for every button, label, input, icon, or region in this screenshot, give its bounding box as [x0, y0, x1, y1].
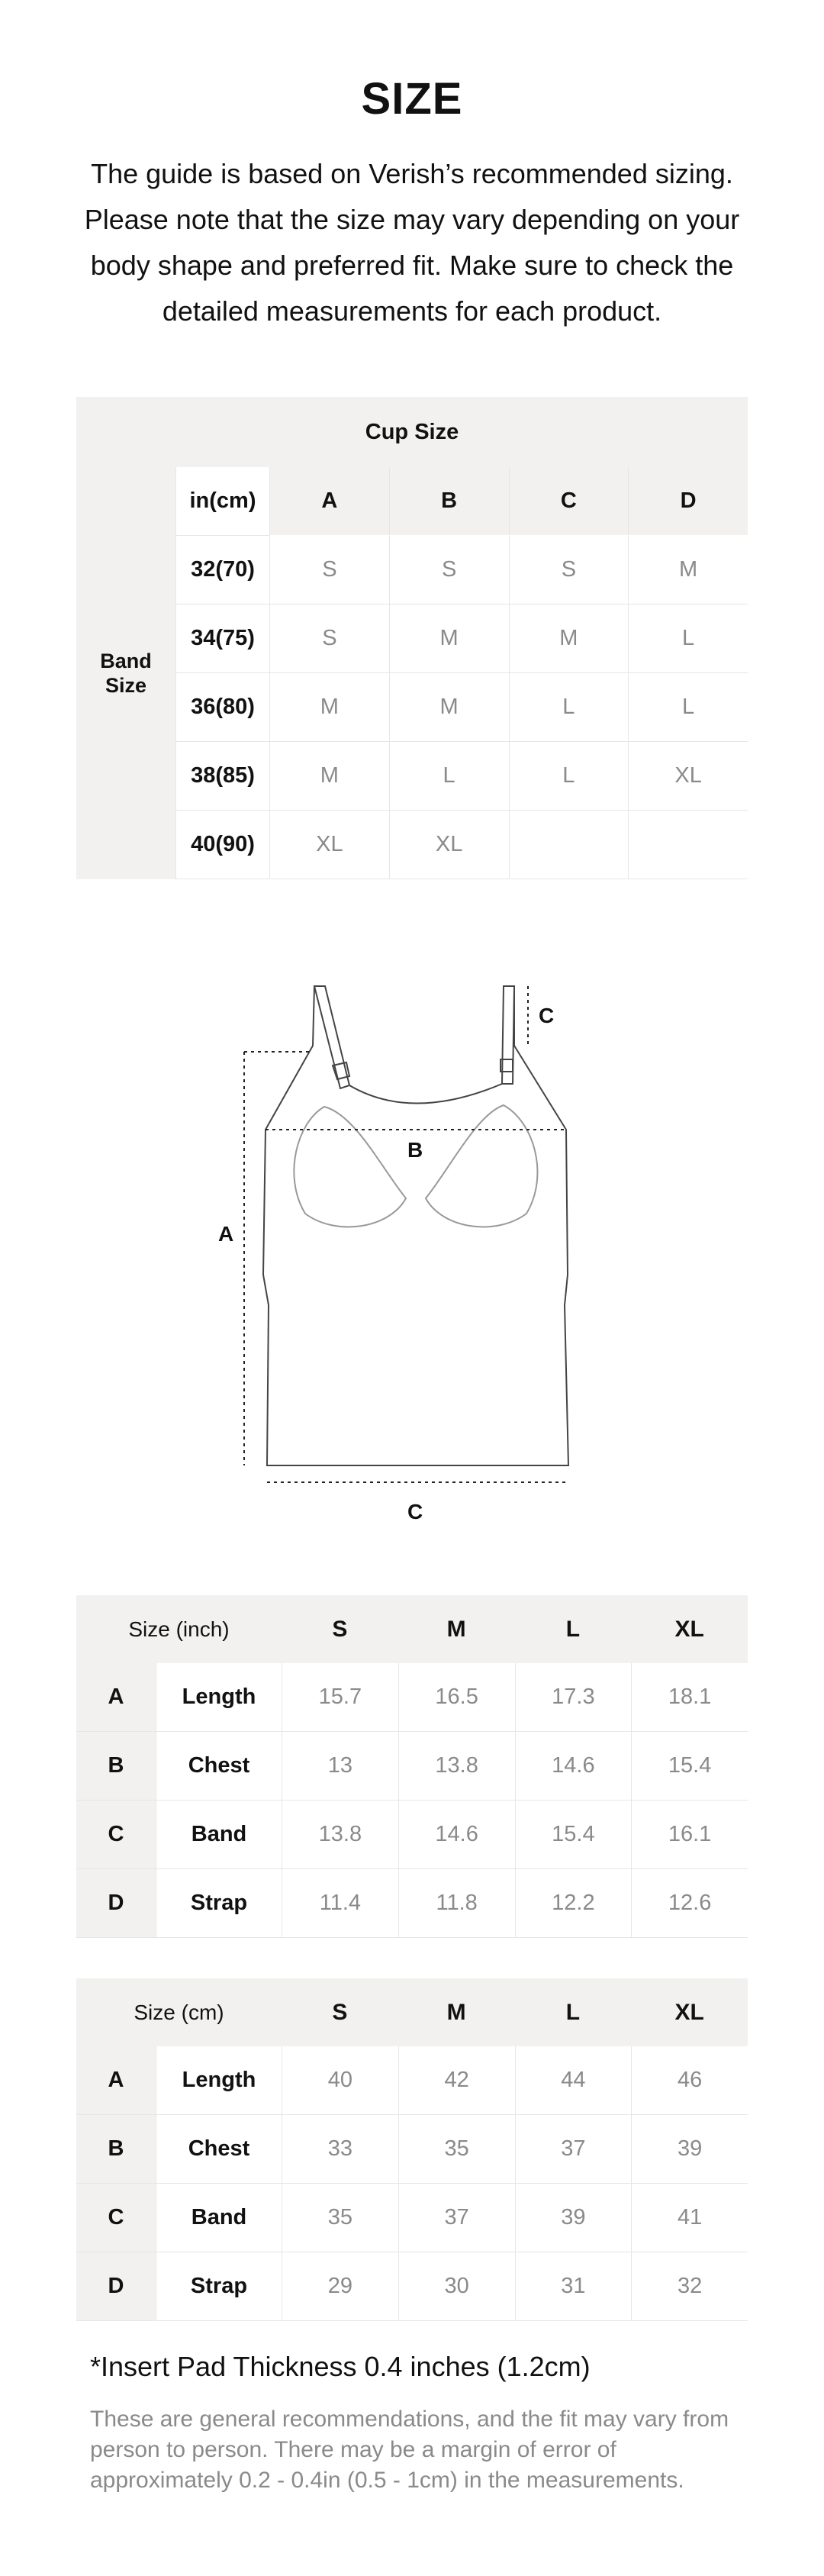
row-label: Chest: [156, 2115, 282, 2183]
left-cup-outline: [294, 1107, 406, 1227]
left-strap-slider: [333, 1062, 349, 1079]
value-cell: 18.1: [668, 1685, 712, 1709]
row-letter: A: [76, 2046, 156, 2114]
value-cell: 42: [399, 2046, 516, 2114]
value-cell: 17.3: [516, 1663, 632, 1731]
size-cell: M: [269, 742, 389, 811]
size-header: L: [565, 1616, 581, 1642]
left-strap: [314, 986, 349, 1088]
value-cell: 12.2: [516, 1869, 632, 1937]
cup-header-a: A: [269, 467, 389, 536]
value-cell: 31: [516, 2252, 632, 2320]
value-cell: 35: [399, 2115, 516, 2183]
value-cell: 14.6: [516, 1732, 632, 1800]
value-cell: 37: [516, 2115, 632, 2183]
band-row-label: 34(75): [175, 605, 269, 673]
size-cell: S: [269, 605, 389, 673]
value-cell: 13.8: [282, 1801, 399, 1868]
table-row: [76, 2115, 748, 2184]
row-letter: D: [76, 2252, 156, 2320]
value-cell: 13: [282, 1732, 399, 1800]
value-cell: 35: [282, 2184, 399, 2252]
size-cell: L: [509, 673, 629, 742]
size-cell: S: [389, 536, 509, 605]
size-cell: [628, 811, 748, 879]
cup-header-d: D: [628, 467, 748, 536]
cup-size-grid: [175, 467, 748, 879]
size-header: S: [332, 1999, 348, 2025]
value-cell: 12.6: [668, 1891, 712, 1915]
value-cell: 13.8: [399, 1732, 516, 1800]
value-cell: 44: [516, 2046, 632, 2114]
row-label: Strap: [156, 1869, 282, 1937]
page-title: SIZE: [361, 74, 463, 124]
garment-diagram: [183, 969, 641, 1542]
size-cell: S: [269, 536, 389, 605]
row-letter: B: [76, 2115, 156, 2183]
row-letter: B: [76, 1732, 156, 1800]
value-cell: 37: [399, 2184, 516, 2252]
pad-thickness-note: *Insert Pad Thickness 0.4 inches (1.2cm): [90, 2351, 591, 2382]
label-c-strap: C: [539, 1004, 555, 1027]
value-cell: 14.6: [399, 1801, 516, 1868]
row-letter: C: [76, 2184, 156, 2252]
inch-measurement-table: [76, 1595, 748, 1938]
table-row: [76, 2252, 748, 2321]
size-cell: XL: [269, 811, 389, 879]
value-cell: 32: [677, 2274, 703, 2298]
cup-size-header: Cup Size: [76, 397, 748, 467]
value-cell: 11.8: [399, 1869, 516, 1937]
row-label: Band: [156, 2184, 282, 2252]
measure-a-line: [244, 1052, 311, 1465]
garment-body: [263, 986, 568, 1465]
size-header: XL: [674, 1616, 704, 1642]
size-cell: M: [628, 536, 748, 605]
value-cell: 16.1: [668, 1822, 712, 1846]
row-label: Length: [156, 1663, 282, 1731]
cup-header-b: B: [389, 467, 509, 536]
size-cell: S: [509, 536, 629, 605]
value-cell: 30: [399, 2252, 516, 2320]
value-cell: 46: [677, 2068, 703, 2092]
band-row-label: 36(80): [175, 673, 269, 742]
table-header-row: [76, 1595, 748, 1663]
size-header: S: [332, 1616, 348, 1642]
value-cell: 15.4: [668, 1753, 712, 1778]
value-cell: 15.4: [516, 1801, 632, 1868]
row-letter: C: [76, 1801, 156, 1868]
size-cell: M: [269, 673, 389, 742]
row-label: Band: [156, 1801, 282, 1868]
table-row: [76, 2184, 748, 2252]
size-cell: XL: [628, 742, 748, 811]
size-cell: M: [389, 605, 509, 673]
size-cell: XL: [389, 811, 509, 879]
row-letter: A: [76, 1663, 156, 1731]
size-cell: L: [389, 742, 509, 811]
band-row-label: 40(90): [175, 811, 269, 879]
cm-table-title: Size (cm): [134, 2000, 224, 2024]
size-cell: M: [389, 673, 509, 742]
label-a: A: [218, 1222, 234, 1246]
row-label: Chest: [156, 1732, 282, 1800]
value-cell: 39: [516, 2184, 632, 2252]
cm-measurement-table: [76, 1978, 748, 2321]
value-cell: 39: [677, 2136, 703, 2161]
size-cell: [509, 811, 629, 879]
label-c-band: C: [407, 1500, 423, 1523]
unit-header: in(cm): [175, 467, 269, 536]
value-cell: 15.7: [282, 1663, 399, 1731]
value-cell: 16.5: [399, 1663, 516, 1731]
right-cup-outline: [426, 1105, 537, 1227]
size-header: L: [565, 1999, 581, 2025]
value-cell: 29: [282, 2252, 399, 2320]
value-cell: 41: [677, 2205, 703, 2229]
fit-disclaimer: These are general recommendations, and the fit may vary from person to person. There may be a margin of error of approximately 0.2 - 0.4in (0.5 - 1cm) in the measurements.: [90, 2407, 729, 2493]
table-row: [76, 2046, 748, 2115]
intro-text: The guide is based on Verish’s recommended sizing. Please note that the size may vary depending on your body shape and preferred fit. Make sure to check the detailed measurements for each product.: [84, 158, 740, 327]
size-header: XL: [674, 1999, 704, 2025]
size-cell: L: [509, 742, 629, 811]
value-cell: 33: [282, 2115, 399, 2183]
label-b: B: [407, 1138, 423, 1162]
band-size-label: [76, 467, 175, 879]
table-row: [76, 1663, 748, 1732]
table-row: [76, 1732, 748, 1801]
size-cell: L: [628, 673, 748, 742]
cup-size-table: [76, 397, 748, 879]
cup-header-c: C: [509, 467, 629, 536]
inch-table-title: Size (inch): [128, 1617, 230, 1641]
band-size-label-text: Band Size: [100, 650, 152, 697]
row-label: Length: [156, 2046, 282, 2114]
value-cell: 40: [282, 2046, 399, 2114]
band-row-label: 32(70): [175, 536, 269, 605]
table-row: [76, 1801, 748, 1869]
table-row: [76, 1869, 748, 1938]
row-label: Strap: [156, 2252, 282, 2320]
size-header: M: [446, 1616, 466, 1642]
value-cell: 11.4: [282, 1869, 399, 1937]
size-header: M: [446, 1999, 466, 2025]
size-cell: L: [628, 605, 748, 673]
size-cell: M: [509, 605, 629, 673]
band-row-label: 38(85): [175, 742, 269, 811]
table-header-row: [76, 1978, 748, 2046]
row-letter: D: [76, 1869, 156, 1937]
